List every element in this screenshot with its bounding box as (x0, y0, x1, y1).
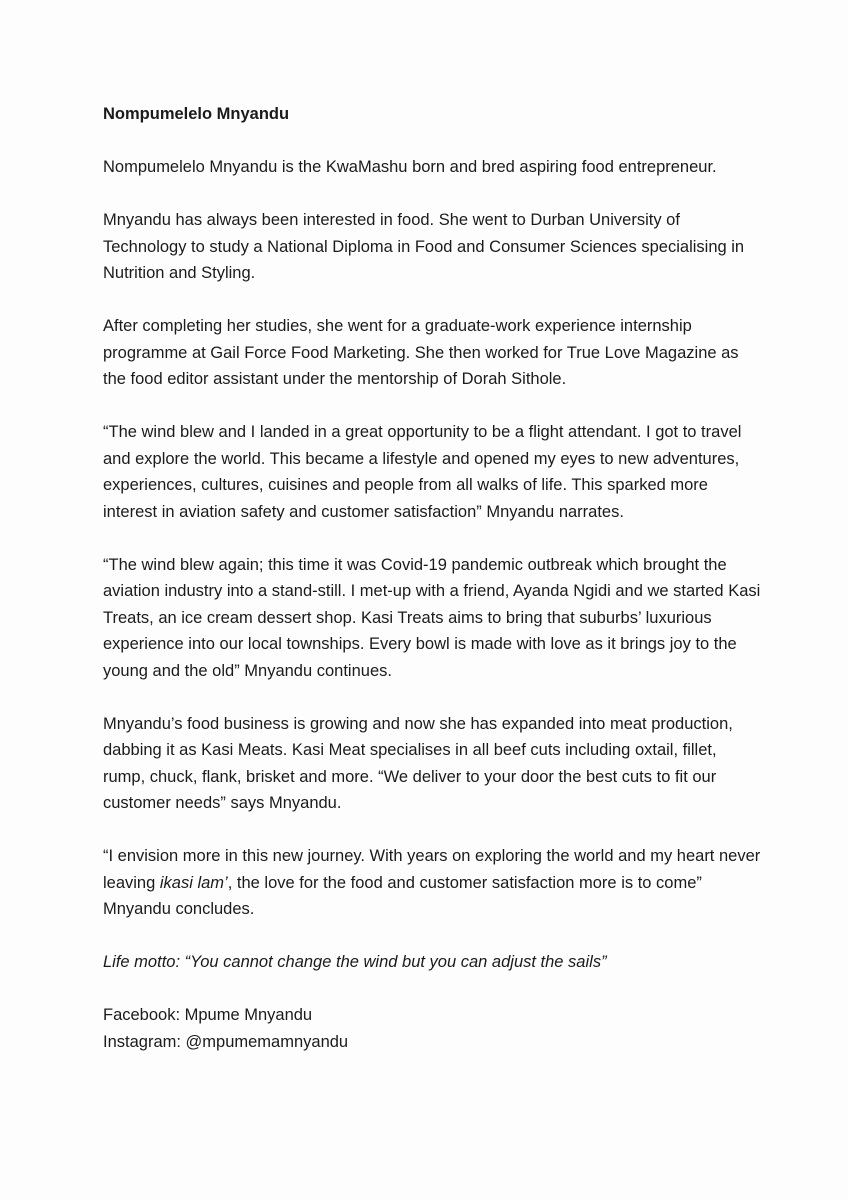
life-motto: Life motto: “You cannot change the wind but you can adjust the sails” (103, 953, 607, 971)
document-title: Nompumelelo Mnyandu (103, 105, 290, 123)
paragraph-education: Mnyandu has always been interested in food. She went to Durban University of Technology to study a National Diploma in Food and Consumer Sciences specialising in Nutrition and Styling. (103, 211, 745, 282)
document-body (103, 101, 763, 1055)
contact-instagram: Instagram: @mpumemamnyandu (103, 1032, 349, 1051)
paragraph-career: After completing her studies, she went for a graduate-work experience internship programme at Gail Force Food Marketing. She then worked for True Love Magazine as the food editor assistant under the mentorship of Dorah Sithole. (103, 317, 739, 388)
closing-italic-phrase: ikasi lam’ (159, 873, 228, 892)
paragraph-closing (103, 843, 763, 923)
closing-text-start: “I envision more in this new journey. With years on exploring the world and my heart never leaving (103, 847, 761, 892)
closing-text-end: , the love for the food and customer satisfaction more is to come” Mnyandu concludes. (103, 873, 702, 918)
paragraph-kasi-meats: Mnyandu’s food business is growing and now she has expanded into meat production, dabbing it as Kasi Meats. Kasi Meat specialises in all beef cuts including oxtail, fillet, rump, chuck, flank, brisket and more. “We deliver to your door the best cuts to fit our customer needs” says Mnyandu. (103, 714, 733, 812)
paragraph-kasi-treats: “The wind blew again; this time it was Covid-19 pandemic outbreak which brought the aviation industry into a stand-still. I met-up with a friend, Ayanda Ngidi and we started Kasi Treats, an ice cream dessert shop. Kasi Treats aims to bring that suburbs’ luxurious experience into our local townships. Every bowl is made with love as it brings joy to the young and the old” Mnyandu continues. (103, 555, 761, 680)
contact-facebook: Facebook: Mpume Mnyandu (103, 1006, 313, 1024)
contact-block (103, 1002, 763, 1055)
paragraph-intro: Nompumelelo Mnyandu is the KwaMashu born and bred aspiring food entrepreneur. (103, 158, 717, 176)
paragraph-flight-attendant: “The wind blew and I landed in a great opportunity to be a flight attendant. I got to travel and explore the world. This became a lifestyle and opened my eyes to new adventures, experiences, cultures, cuisines and people from all walks of life. This sparked more interest in aviation safety and customer satisfaction” Mnyandu narrates. (103, 423, 742, 521)
